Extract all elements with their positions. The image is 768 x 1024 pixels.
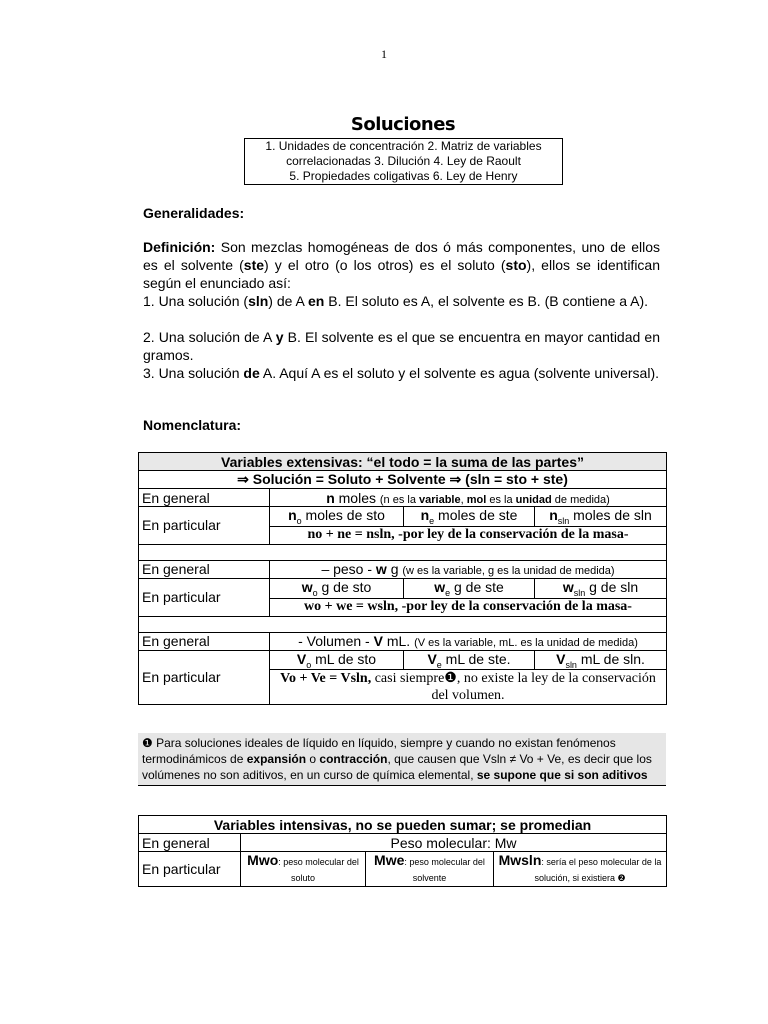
row-label-general: En general [139,489,270,507]
cell-note: , [460,493,467,506]
cell-text: moles de ste [434,507,518,523]
note-bold: expansión [246,752,307,766]
var-v: V [373,633,383,650]
note-bold: se supone que si son aditivos [476,768,648,782]
var: V [556,650,566,667]
var: w [562,578,574,595]
list-item-3 [143,364,660,382]
peso-sto-cell [270,578,404,598]
page-number: 1 [381,47,387,61]
cell-note: (n es la [379,493,420,506]
moles-ste-cell [404,507,535,527]
item-text: A. Aquí A es el soluto y el solvente es agua (solvente universal). [259,365,659,381]
cell-note: de medida) [551,493,610,506]
var-sub: e [429,515,435,526]
law-text: -por ley de la conservación de la masa- [398,599,632,615]
var: n [420,507,430,523]
definition-label: Definición: [143,239,216,255]
var-sub: sln [557,515,570,526]
var: V [296,650,307,667]
note-text: o [306,752,320,766]
cell-text: mL de sln. [576,650,645,667]
volumen-law-cell [270,670,667,705]
list-item-2 [143,328,660,364]
cell-text: moles de sto [301,507,385,523]
volumen-ste-cell [404,650,535,670]
cell-text: moles de sln [569,507,652,523]
var-sub: sln [573,587,586,598]
table-header: Variables extensivas: “el todo = la suma de las partes” [139,453,667,471]
toc-line: 1. Unidades de concentración 2. Matriz de variables [265,139,542,153]
blank-row [139,616,667,632]
cell-note: : peso molecular del solvente [404,857,485,883]
row-label-particular: En particular [139,852,241,887]
blank-row [139,544,667,560]
item-text: 3. Una solución [143,365,244,381]
cell-note-bold: variable [419,493,461,506]
peso-ste-cell [404,578,535,598]
moles-law-cell [270,526,667,544]
row-label-particular: En particular [139,650,270,705]
sto-term: sto [505,257,527,273]
footnote-box [138,733,666,786]
var: n [549,507,558,523]
law-equation: no + ne = nsln, [307,527,395,543]
var: n [288,507,297,523]
cell-text: g [386,561,403,578]
cell-text: moles [334,489,380,506]
de-term: de [243,365,260,381]
peso-sln-cell [535,578,667,598]
moles-sln-cell [535,507,667,527]
cell-note: (w es la variable, g es la unidad de medida) [402,565,615,578]
var-sub: o [312,587,318,598]
en-term: en [308,293,325,309]
section-heading-generalidades: Generalidades: [143,205,245,221]
row-label-particular: En particular [139,578,270,616]
cell-note: (V es la variable, mL. es la unidad de medida) [414,637,638,650]
sln-term: sln [248,293,269,309]
cell-note: es la [486,493,516,506]
table-header: Variables intensivas, no se pueden sumar; se promedian [139,816,667,834]
item-text: 2. Una solución de A [143,329,276,345]
var-sub: o [296,515,302,526]
var-sub: e [445,587,451,598]
cell-text: – peso - [321,561,376,578]
var-mwsln: Mwsln [498,852,542,868]
var: V [427,650,437,667]
cell-note: : sería el peso molecular de la solución, si existiera ❷ [534,857,662,883]
note-text: ❶ Para soluciones ideales de líquido en líquido, siempre y cuando no existan fenómenos termodinámicos de [142,736,616,766]
item-text: ) de A [268,293,308,309]
var-sub: sln [565,659,577,670]
ste-term: ste [243,257,265,273]
var-n: n [326,489,335,506]
note-bold: contracción [319,752,388,766]
var-sub: e [436,659,442,670]
note-text: , que causen que Vsln ≠ Vo + Ve, es decir que los volúmenes no son aditivos, en un curso de química elemental, [142,752,652,782]
definition-paragraph [143,238,660,292]
law-equation: Vo + Ve = Vsln, [280,671,372,687]
row-label-general: En general [139,834,241,852]
cell-text: g de sln [585,578,639,595]
list-item-1 [143,292,660,310]
item-text: B. El solvente es el que se encuentra en mayor cantidad en gramos. [143,329,660,363]
peso-general-cell [270,560,667,578]
peso-law-cell [270,598,667,616]
mwe-cell [366,852,494,887]
row-label-general: En general [139,632,270,650]
cell-text: mL. [382,633,415,650]
law-equation: wo + we = wsln, [304,599,399,615]
mwo-cell [241,852,366,887]
law-text: -por ley de la conservación de la masa- [394,527,629,543]
var-sub: o [306,659,312,670]
mwsln-cell [494,852,667,887]
page-title: Soluciones [350,114,456,135]
peso-molecular-cell: Peso molecular: Mw [241,834,667,852]
toc-line: 5. Propiedades coligativas 6. Ley de Henry [289,169,518,183]
section-heading-nomenclatura: Nomenclatura: [143,417,242,433]
cell-note: : peso molecular del soluto [278,857,359,883]
volumen-general-cell [270,632,667,650]
var-mwo: Mwo [247,852,279,868]
table-of-contents-box [244,138,563,185]
cell-note-bold: unidad [515,493,552,506]
var: w [301,578,313,595]
cell-note-bold: mol [466,493,487,506]
toc-line: correlacionadas 3. Dilución 4. Ley de Raoult [286,154,521,168]
item-text: 1. Una solución ( [143,293,249,309]
moles-sto-cell [270,507,404,527]
item-text: B. El soluto es A, el solvente es B. (B contiene a A). [324,293,649,309]
definition-text: ) y el otro (o los otros) es el soluto ( [264,257,506,273]
moles-general-cell [270,489,667,507]
law-text: casi siempre❶, no existe la ley de la conservación del volumen. [371,671,656,704]
cell-text: g de sto [317,578,372,595]
definition-text: Son mezclas homogéneas de dos ó más componentes, uno de ellos es el solvente ( [143,239,660,273]
cell-text: mL de ste. [441,650,511,667]
y-term: y [275,329,284,345]
cell-text: g de ste [450,578,504,595]
volumen-sto-cell [270,650,404,670]
definition-text: ), ellos se identifican según el enunciado así: [143,257,660,291]
cell-text: - Volumen - [298,633,374,650]
cell-text: mL de sto [311,650,377,667]
extensive-variables-table [138,452,667,705]
table-subheader: ⇒ Solución = Soluto + Solvente ⇒ (sln = sto + ste) [139,471,667,489]
intensive-variables-table [138,815,667,887]
row-label-general: En general [139,560,270,578]
row-label-particular: En particular [139,507,270,545]
volumen-sln-cell [535,650,667,670]
var-mwe: Mwe [374,852,405,868]
var: w [434,578,446,595]
var-w: w [375,561,387,578]
